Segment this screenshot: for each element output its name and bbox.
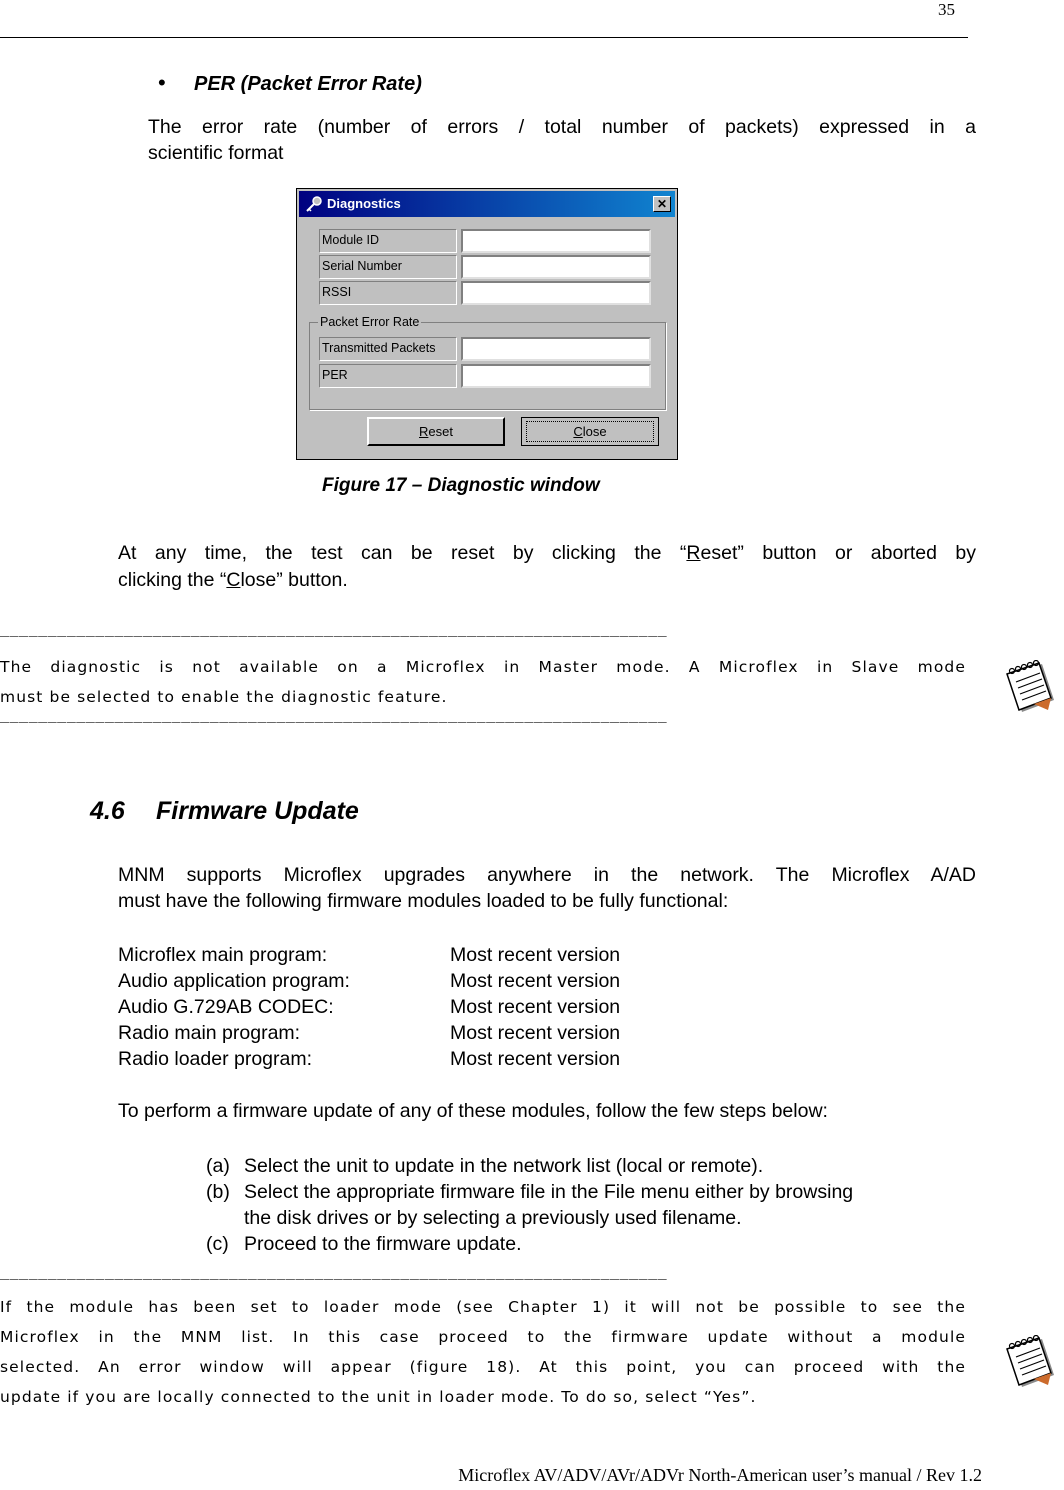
per-field[interactable] xyxy=(461,364,651,388)
rssi-label: RSSI xyxy=(319,281,457,305)
dialog-title: Diagnostics xyxy=(327,196,401,211)
dialog-titlebar xyxy=(299,191,675,217)
page-number: 35 xyxy=(938,0,955,19)
firmware-intro: MNM supports Microflex upgrades anywhere in the network. The Microflex A/AD must have the following firmware modules loaded to be fully functional: xyxy=(118,864,976,912)
steps-intro: To perform a firmware update of any of these modules, follow the few steps below: xyxy=(118,1100,828,1122)
note-master-mode: The diagnostic is not available on a Microflex in Master mode. A Microflex in Slave mode must be selected to enable the diagnostic feature. xyxy=(0,658,966,706)
note-divider: ______________________________________________________________________ xyxy=(0,1262,668,1280)
transmitted-packets-field[interactable] xyxy=(461,337,651,361)
note-divider: ______________________________________________________________________ xyxy=(0,705,668,723)
section-heading: 4.6 Firmware Update xyxy=(90,797,359,825)
per-description-line: The error rate (number of errors / total number of packets) expressed in a xyxy=(148,116,976,138)
bullet: • xyxy=(158,70,166,95)
note-loader-mode: If the module has been set to loader mode (see Chapter 1) it will not be possible to see the Microflex in the MNM list. In this case proceed to the firmware update without a module selected. An error window will appear (figure 18). At this point, you can proceed with the update if you are locally connected to the unit in loader mode. To do so, select “Yes”. xyxy=(0,1298,966,1406)
notepad-icon xyxy=(1004,660,1058,716)
list-item: (c) Proceed to the firmware update. xyxy=(206,1233,522,1255)
serial-number-field[interactable] xyxy=(461,255,651,279)
diagnostics-dialog xyxy=(296,188,678,460)
steps-list xyxy=(206,1153,976,1257)
close-icon[interactable]: ✕ xyxy=(653,196,671,212)
serial-number-label: Serial Number xyxy=(319,255,457,279)
per-description xyxy=(148,114,976,166)
list-item: (b) Select the appropriate firmware file in the File menu either by browsing the disk drives or by selecting a previously used filename. xyxy=(206,1181,854,1229)
figure-caption: Figure 17 – Diagnostic window xyxy=(322,475,600,496)
notepad-icon xyxy=(1004,1335,1058,1391)
reset-button[interactable]: Reset xyxy=(367,417,505,446)
note-divider: ______________________________________________________________________ xyxy=(0,619,668,637)
list-item: (a) Select the unit to update in the network list (local or remote). xyxy=(206,1155,764,1177)
per-description-line: scientific format xyxy=(148,142,284,164)
per-label: PER xyxy=(319,364,457,388)
key-icon xyxy=(305,195,323,213)
per-heading: PER (Packet Error Rate) xyxy=(194,73,422,95)
rssi-field[interactable] xyxy=(461,281,651,305)
transmitted-packets-label: Transmitted Packets xyxy=(319,337,457,361)
page-footer: Microflex AV/ADV/AVr/ADVr North-American user’s manual / Rev 1.2 xyxy=(458,1465,982,1485)
module-id-field[interactable] xyxy=(461,229,651,253)
reset-paragraph: At any time, the test can be reset by clicking the “Reset” button or aborted by clicking the “Close” button. xyxy=(118,542,976,591)
module-id-label: Module ID xyxy=(319,229,457,253)
header-rule xyxy=(0,37,968,38)
group-label: Packet Error Rate xyxy=(320,315,420,329)
close-button[interactable]: Close xyxy=(521,417,659,446)
